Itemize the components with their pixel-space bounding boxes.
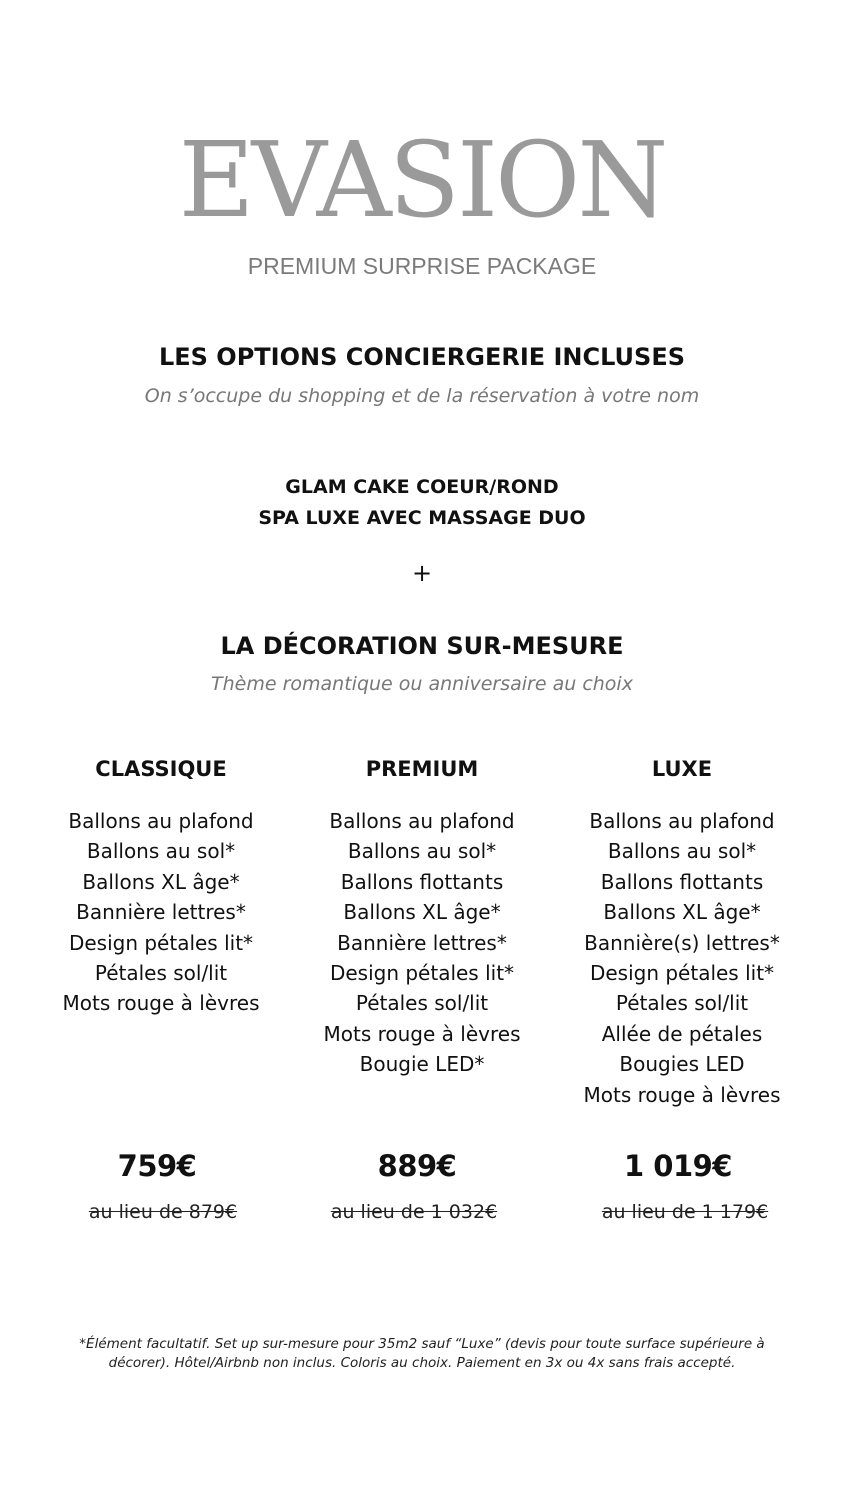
package-title: PREMIUM <box>365 757 479 781</box>
package-items <box>552 806 812 1110</box>
list-item: Ballons au sol* <box>607 839 757 864</box>
price-premium: 889€ <box>377 1149 457 1183</box>
list-item: Design pétales lit* <box>329 961 515 986</box>
package-items <box>292 806 552 1080</box>
footnote-line: *Élément facultatif. Set up sur-mesure pour 35m2 sauf “Luxe” (devis pour toute surface supérieure à <box>79 1336 765 1352</box>
list-item: Pétales sol/lit <box>94 961 228 986</box>
list-item: Ballons au sol* <box>86 839 236 864</box>
list-item: Pétales sol/lit <box>615 991 749 1016</box>
old-price-classique: au lieu de 879€ <box>88 1201 238 1223</box>
list-item: Ballons au plafond <box>329 809 515 833</box>
footnote <box>72 1335 772 1373</box>
list-item: Bougie LED* <box>359 1052 485 1077</box>
list-item: Ballons XL âge* <box>603 900 761 925</box>
list-item: Bannière(s) lettres* <box>584 930 780 955</box>
list-item: Ballons XL âge* <box>343 900 501 925</box>
old-price-premium: au lieu de 1 032€ <box>330 1201 498 1223</box>
list-item: Design pétales lit* <box>68 930 254 955</box>
brand-title: EVASION <box>178 119 666 241</box>
list-item: Pétales sol/lit <box>355 991 489 1016</box>
package-title: CLASSIQUE <box>95 757 227 781</box>
list-item: Mots rouge à lèvres <box>323 1021 521 1046</box>
footnote-line: décorer). Hôtel/Airbnb non inclus. Coloris au choix. Paiement en 3x ou 4x sans frais accepté. <box>108 1355 736 1371</box>
list-item: Bannière lettres* <box>76 900 246 925</box>
package-title: LUXE <box>651 757 713 781</box>
list-item: Ballons flottants <box>600 869 764 894</box>
list-item: Bannière lettres* <box>337 930 507 955</box>
package-classique <box>31 754 291 1019</box>
old-price-luxe: au lieu de 1 179€ <box>601 1201 769 1223</box>
decoration-subtitle: Thème romantique ou anniversaire au choix <box>211 673 633 695</box>
list-item: Bougies LED <box>619 1052 745 1077</box>
conciergerie-subtitle: On s’occupe du shopping et de la réservation à votre nom <box>144 385 700 407</box>
conciergerie-title: LES OPTIONS CONCIERGERIE INCLUSES <box>158 343 686 371</box>
price-classique: 759€ <box>117 1149 197 1183</box>
list-item: Design pétales lit* <box>589 961 775 986</box>
price-luxe: 1 019€ <box>624 1149 732 1183</box>
list-item: Allée de pétales <box>601 1021 763 1046</box>
decoration-title: LA DÉCORATION SUR-MESURE <box>220 632 624 660</box>
conciergerie-item: GLAM CAKE COEUR/ROND <box>285 476 559 498</box>
package-luxe <box>552 754 812 1110</box>
conciergerie-list <box>0 472 844 534</box>
list-item: Mots rouge à lèvres <box>583 1082 781 1107</box>
list-item: Ballons au plafond <box>589 809 775 833</box>
list-item: Ballons au plafond <box>68 809 254 833</box>
list-item: Ballons XL âge* <box>82 869 240 894</box>
plus-sign: + <box>411 559 433 587</box>
package-items <box>31 806 291 1019</box>
brand-tagline: PREMIUM SURPRISE PACKAGE <box>247 253 597 279</box>
list-item: Mots rouge à lèvres <box>62 991 260 1016</box>
list-item: Ballons flottants <box>340 869 504 894</box>
conciergerie-item: SPA LUXE AVEC MASSAGE DUO <box>258 507 586 529</box>
list-item: Ballons au sol* <box>347 839 497 864</box>
package-premium <box>292 754 552 1080</box>
